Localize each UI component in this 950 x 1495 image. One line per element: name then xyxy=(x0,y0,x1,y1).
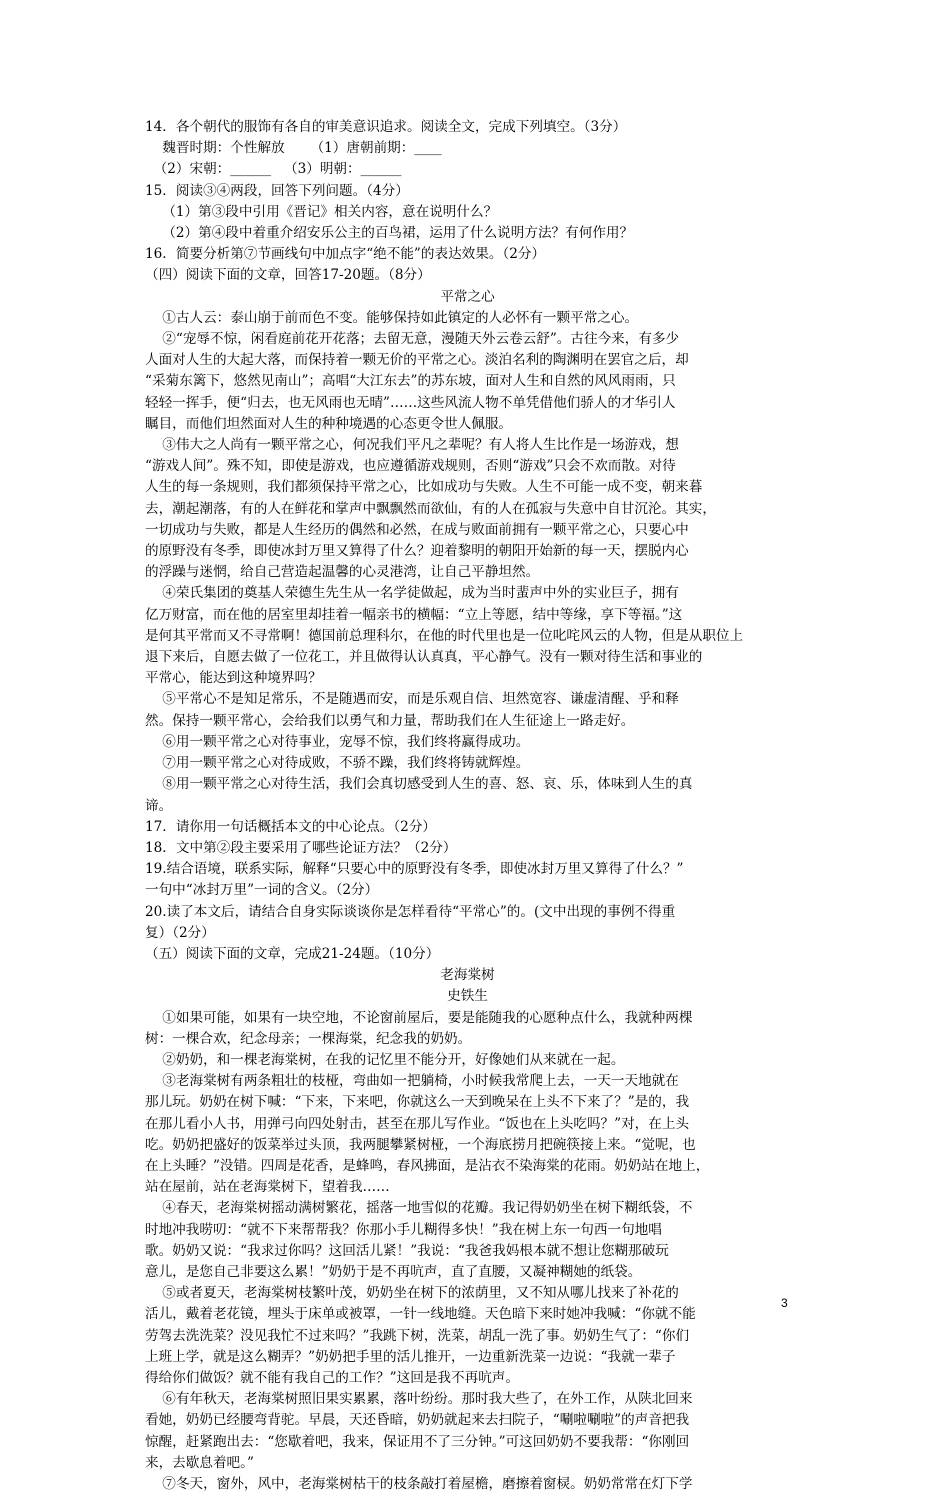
text-line: 谛。 xyxy=(145,797,173,814)
text-line: 在上头睡？”没错。四周是花香，是蜂鸣，春风拂面，是沾衣不染海棠的花雨。奶奶站在地上， xyxy=(145,1157,710,1174)
text-line: ⑦用一颗平常之心对待成败，不骄不躁，我们终将铸就辉煌。 xyxy=(145,755,530,772)
text-line: 是何其平常而又不寻常啊！德国前总理科尔，在他的时代里也是一位叱咤风云的人物，但是从职位上 xyxy=(145,627,744,644)
text-line: 站在屋前，站在老海棠树下，望着我…… xyxy=(145,1179,390,1196)
text-line: 19.结合语境，联系实际，解释“只要心中的原野没有冬季，即使冰封万里又算得了什么？” xyxy=(145,861,684,878)
text-line: 上班上学，就是这么糊弄？”奶奶把手里的活儿推开，一边重新洗菜一边说：“我就一辈子 xyxy=(145,1348,676,1365)
text-line: 的原野没有冬季，即使冰封万里又算得了什么？迎着黎明的朝阳开始新的每一天，摆脱内心 xyxy=(145,543,689,560)
text-line: 那儿玩。奶奶在树下喊：“下来，下来吧，你就这么一天到晚呆在上头不下来了？”是的，我 xyxy=(145,1094,690,1111)
text-line: 瞩目，而他们坦然面对人生的种种境遇的心态更令世人佩服。 xyxy=(145,415,513,432)
text-line: （1）第③段中引用《晋记》相关内容，意在说明什么？ xyxy=(145,203,498,220)
text-line: 平常心，能达到这种境界吗？ xyxy=(145,670,322,687)
text-line: 轻轻一挥手，便“归去，也无风雨也无晴”……这些风流人物不单凭借他们骄人的才华引人 xyxy=(145,394,676,411)
text-line: 魏晋时期：个性解放 （1）唐朝前期：____ xyxy=(145,140,442,157)
text-line: ②奶奶，和一棵老海棠树，在我的记忆里不能分开，好像她们从来就在一起。 xyxy=(145,1051,625,1068)
text-line: 吃。奶奶把盛好的饭菜举过头顶，我两腿攀紧树桠，一个海底捞月把碗筷接上来。“觉呢，也 xyxy=(145,1136,696,1153)
text-line: 人生的每一条规则，我们都须保持平常之心，比如成功与失败。人生不可能一成不变，朝来暮 xyxy=(145,479,703,496)
text-line: （四）阅读下面的文章，回答17-20题。（8分） xyxy=(145,267,431,284)
text-line: 15．阅读③④两段，回答下列问题。（4分） xyxy=(145,182,409,199)
text-line: 树：一棵合欢，纪念母亲；一棵海棠，纪念我的奶奶。 xyxy=(145,1030,472,1047)
text-line: 来，去歇息着吧。” xyxy=(145,1454,254,1471)
text-line: ④荣氏集团的奠基人荣德生先生从一名学徒做起，成为当时蜚声中外的实业巨子，拥有 xyxy=(145,585,679,602)
text-line: 20.读了本文后，请结合自身实际谈谈你是怎样看待“平常心”的。(文中出现的事例不得重 xyxy=(145,903,676,920)
text-line: 退下来后，自愿去做了一位花工，并且做得认认真真，平心静气。没有一颗对待生活和事业的 xyxy=(145,649,703,666)
text-line: （2）宋朝：______ （3）明朝：______ xyxy=(145,161,402,178)
text-line: ⑤或者夏天，老海棠树枝繁叶茂，奶奶坐在树下的浓荫里，又不知从哪儿找来了补花的 xyxy=(145,1285,679,1302)
text-line: ⑤平常心不是知足常乐，不是随遇而安，而是乐观自信、坦然宽容、谦虚清醒、乎和释 xyxy=(145,691,679,708)
text-line: 一切成功与失败，都是人生经历的偶然和必然，在成与败面前拥有一颗平常之心，只要心中 xyxy=(145,521,689,538)
text-line: 惊醒，赶紧跑出去：“您歇着吧，我来，保证用不了三分钟。”可这回奶奶不要我帮：“你刚回 xyxy=(145,1433,690,1450)
text-line: ③老海棠树有两条粗壮的枝桠，弯曲如一把躺椅，小时候我常爬上去，一天一天地就在 xyxy=(145,1073,679,1090)
text-line: 活儿，戴着老花镜，埋头于床单或被罩，一针一线地缝。天色暗下来时她冲我喊：“你就不能 xyxy=(145,1306,696,1323)
text-line: “游戏人间”。殊不知，即使是游戏，也应遵循游戏规则，否则“游戏”只会不欢而散。对待 xyxy=(145,458,676,475)
text-line: 人面对人生的大起大落，而保持着一颗无价的平常之心。淡泊名利的陶渊明在罢官之后，却 xyxy=(145,352,689,369)
text-line: 时地冲我唠叨：“就不下来帮帮我？你那小手儿糊得多快！”我在树上东一句西一句地唱 xyxy=(145,1221,662,1238)
text-line: ①如果可能，如果有一块空地，不论窗前屋后，要是能随我的心愿种点什么，我就种两棵 xyxy=(145,1009,693,1026)
text-line: 18．文中第②段主要采用了哪些论证方法？（2分） xyxy=(145,839,457,856)
document-body xyxy=(145,117,790,1495)
text-line: 在那儿看小人书，用弹弓向四处射击，甚至在那儿写作业。“饭也在上头吃吗？”对，在上头 xyxy=(145,1115,690,1132)
text-line: （2）第④段中着重介绍安乐公主的百鸟裙，运用了什么说明方法？有何作用？ xyxy=(145,225,634,242)
text-line: 得给你们做饭？就不能有我自己的工作？”这回是我不再吭声。 xyxy=(145,1369,519,1386)
text-line: ⑥用一颗平常之心对待事业，宠辱不惊，我们终将赢得成功。 xyxy=(145,733,530,750)
text-line: 歌。奶奶又说：“我求过你吗？这回活儿紧！”我说：“我爸我妈根本就不想让您糊那破玩 xyxy=(145,1242,669,1259)
text-line: 复）（2分） xyxy=(145,924,215,941)
article-author: 史铁生 xyxy=(447,988,488,1005)
text-line: 17．请你用一句话概括本文的中心论点。（2分） xyxy=(145,818,437,835)
text-line: ②“宠辱不惊，闲看庭前花开花落；去留无意，漫随天外云卷云舒”。古往今来，有多少 xyxy=(145,331,680,348)
text-line: 16．简要分析第⑦节画线句中加点字“绝不能”的表达效果。（2分） xyxy=(145,246,546,263)
section-title: 平常之心 xyxy=(440,288,495,305)
text-line: ⑧用一颗平常之心对待生活，我们会真切感受到人生的喜、怒、哀、乐，体味到人生的真 xyxy=(145,776,693,793)
text-line: 去，潮起潮落，有的人在鲜花和掌声中飘飘然而欲仙，有的人在孤寂与失意中自甘沉沦。其实， xyxy=(145,500,716,517)
text-line: 意儿，是您自己非要这么累！”奶奶于是不再吭声，直了直腰，又凝神糊她的纸袋。 xyxy=(145,1263,642,1280)
text-line: 亿万财富，而在他的居室里却挂着一幅亲书的横幅：“立上等愿，结中等缘，享下等福。”这 xyxy=(145,606,683,623)
text-line: 14．各个朝代的服饰有各自的审美意识追求。阅读全文，完成下列填空。（3分） xyxy=(145,119,627,135)
text-line: ⑦冬天，窗外，风中，老海棠树枯干的枝条敲打着屋檐，磨擦着窗棂。奶奶常常在灯下学 xyxy=(145,1476,693,1492)
text-line: 一句中“冰封万里”一词的含义。（2分） xyxy=(145,882,379,899)
text-line: ⑥有年秋天，老海棠树照旧果实累累，落叶纷纷。那时我大些了，在外工作，从陕北回来 xyxy=(145,1391,693,1408)
text-line: 然。保持一颗平常心，会给我们以勇气和力量，帮助我们在人生征途上一路走好。 xyxy=(145,712,635,729)
article-title: 老海棠树 xyxy=(440,967,495,984)
page-number: 3 xyxy=(781,1296,788,1310)
text-line: 的浮躁与迷惘，给自己营造起温馨的心灵港湾，让自己平静坦然。 xyxy=(145,564,540,581)
text-line: （五）阅读下面的文章，完成21-24题。（10分） xyxy=(145,945,440,962)
text-line: ③伟大之人尚有一颗平常之心，何况我们平凡之辈呢？有人将人生比作是一场游戏，想 xyxy=(145,437,679,454)
text-line: ①古人云：泰山崩于前而色不变。能够保持如此镇定的人必怀有一颗平常之心。 xyxy=(145,309,639,326)
text-line: ④春天，老海棠树摇动满树繁花，摇落一地雪似的花瓣。我记得奶奶坐在树下糊纸袋，不 xyxy=(145,1200,693,1217)
text-line: “采菊东篱下，悠然见南山”；高唱“大江东去”的苏东坡，面对人生和自然的风风雨雨，只 xyxy=(145,373,676,390)
text-line: 劳驾去洗洗菜？没见我忙不过来吗？”我跳下树，洗菜，胡乱一洗了事。奶奶生气了：“你们 xyxy=(145,1327,690,1344)
text-line: 看她，奶奶已经腰弯背驼。早晨，天还昏暗，奶奶就起来去扫院子，“唰啦唰啦”的声音把我 xyxy=(145,1412,690,1429)
